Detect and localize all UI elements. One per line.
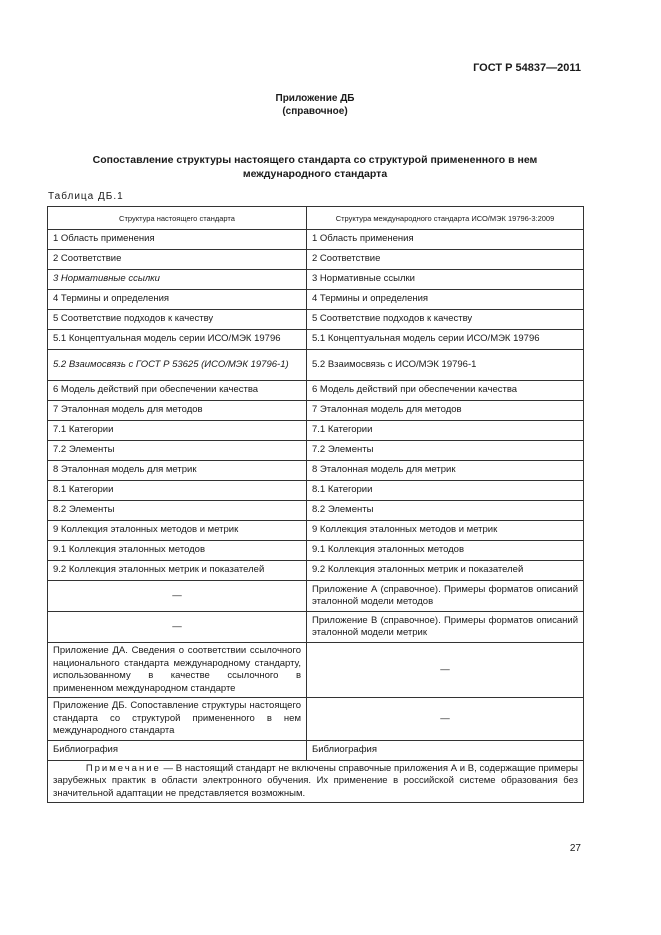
- cell-national: Библиография: [48, 740, 307, 760]
- table-label: Таблица ДБ.1: [48, 191, 124, 202]
- table-row: [48, 330, 584, 350]
- cell-national: 7 Эталонная модель для методов: [48, 401, 307, 421]
- cell-international: —: [307, 698, 584, 741]
- cell-national: 4 Термины и определения: [48, 290, 307, 310]
- table-row: [48, 501, 584, 521]
- table-row: [48, 541, 584, 561]
- cell-international: 5 Соответствие подходов к качеству: [307, 310, 584, 330]
- cell-international: 9 Коллекция эталонных методов и метрик: [307, 521, 584, 541]
- cell-national: —: [48, 612, 307, 643]
- cell-national: 9 Коллекция эталонных методов и метрик: [48, 521, 307, 541]
- table-row: [48, 350, 584, 381]
- cell-national: 8.1 Категории: [48, 481, 307, 501]
- table-row: [48, 441, 584, 461]
- cell-national: 8.2 Элементы: [48, 501, 307, 521]
- header-national: Структура настоящего стандарта: [48, 207, 307, 230]
- cell-national: 6 Модель действий при обеспечении качества: [48, 381, 307, 401]
- cell-international: Библиография: [307, 740, 584, 760]
- cell-international: 2 Соответствие: [307, 250, 584, 270]
- cell-international: 8.2 Элементы: [307, 501, 584, 521]
- cell-national: 9.1 Коллекция эталонных методов: [48, 541, 307, 561]
- cell-national: 8 Эталонная модель для метрик: [48, 461, 307, 481]
- cell-national: 5.1 Концептуальная модель серии ИСО/МЭК 19796: [48, 330, 307, 350]
- header-international: Структура международного стандарта ИСО/МЭК 19796-3:2009: [307, 207, 584, 230]
- table-header-row: [48, 207, 584, 230]
- page-title: Сопоставление структуры настоящего стандарта со структурой примененного в нем международного стандарта: [92, 154, 538, 180]
- cell-national: Приложение ДА. Сведения о соответствии ссылочного национального стандарта международному стандарту, использованному в качестве ссылочного в примененном международном стандарте: [48, 643, 307, 698]
- cell-national: 5.2 Взаимосвязь с ГОСТ Р 53625 (ИСО/МЭК 19796-1): [48, 350, 307, 381]
- cell-national: 7.1 Категории: [48, 421, 307, 441]
- cell-international: 1 Область применения: [307, 230, 584, 250]
- table-row: [48, 612, 584, 643]
- cell-national: —: [48, 581, 307, 612]
- appendix-title: Приложение ДБ: [275, 93, 355, 104]
- note-text: — В настоящий стандарт не включены справочные приложения А и В, содержащие примеры зарубежных практик в области электронного обучения. Их применение в российской системе образования без значительной адаптации не представляется возможным.: [53, 762, 578, 799]
- page-number: 27: [569, 843, 581, 854]
- cell-international: 5.2 Взаимосвязь с ИСО/МЭК 19796-1: [307, 350, 584, 381]
- table-row: [48, 561, 584, 581]
- table-row: [48, 581, 584, 612]
- cell-international: 7.2 Элементы: [307, 441, 584, 461]
- cell-international: 8.1 Категории: [307, 481, 584, 501]
- cell-international: 3 Нормативные ссылки: [307, 270, 584, 290]
- cell-national: 1 Область применения: [48, 230, 307, 250]
- table-row: [48, 643, 584, 698]
- cell-international: Приложение А (справочное). Примеры форматов описаний эталонной модели методов: [307, 581, 584, 612]
- cell-international: 9.2 Коллекция эталонных метрик и показателей: [307, 561, 584, 581]
- table-row: [48, 250, 584, 270]
- cell-international: 7.1 Категории: [307, 421, 584, 441]
- cell-international: 5.1 Концептуальная модель серии ИСО/МЭК 19796: [307, 330, 584, 350]
- table-row: [48, 481, 584, 501]
- table-note: [48, 760, 584, 803]
- comparison-table: [47, 206, 584, 803]
- cell-national: 5 Соответствие подходов к качеству: [48, 310, 307, 330]
- cell-national: Приложение ДБ. Сопоставление структуры настоящего стандарта со структурой примененного в нем международного стандарта: [48, 698, 307, 741]
- appendix-heading: [0, 92, 630, 118]
- table-row: [48, 230, 584, 250]
- cell-national: 2 Соответствие: [48, 250, 307, 270]
- table-row: [48, 421, 584, 441]
- cell-international: 4 Термины и определения: [307, 290, 584, 310]
- table-row: [48, 521, 584, 541]
- table-row: [48, 461, 584, 481]
- table-note-row: [48, 760, 584, 803]
- table-row: [48, 270, 584, 290]
- cell-international: 6 Модель действий при обеспечении качества: [307, 381, 584, 401]
- cell-international: 9.1 Коллекция эталонных методов: [307, 541, 584, 561]
- table-row: [48, 381, 584, 401]
- cell-international: 8 Эталонная модель для метрик: [307, 461, 584, 481]
- table-row: [48, 401, 584, 421]
- cell-international: Приложение В (справочное). Примеры форматов описаний эталонной модели метрик: [307, 612, 584, 643]
- cell-international: 7 Эталонная модель для методов: [307, 401, 584, 421]
- cell-international: —: [307, 643, 584, 698]
- cell-national: 7.2 Элементы: [48, 441, 307, 461]
- table-row: [48, 290, 584, 310]
- standard-code: ГОСТ Р 54837—2011: [473, 62, 581, 74]
- table-row: [48, 740, 584, 760]
- table-row: [48, 698, 584, 741]
- table-row: [48, 310, 584, 330]
- cell-national: 3 Нормативные ссылки: [48, 270, 307, 290]
- note-label: Примечание: [85, 762, 161, 774]
- appendix-subtitle: (справочное): [282, 106, 348, 117]
- cell-national: 9.2 Коллекция эталонных метрик и показателей: [48, 561, 307, 581]
